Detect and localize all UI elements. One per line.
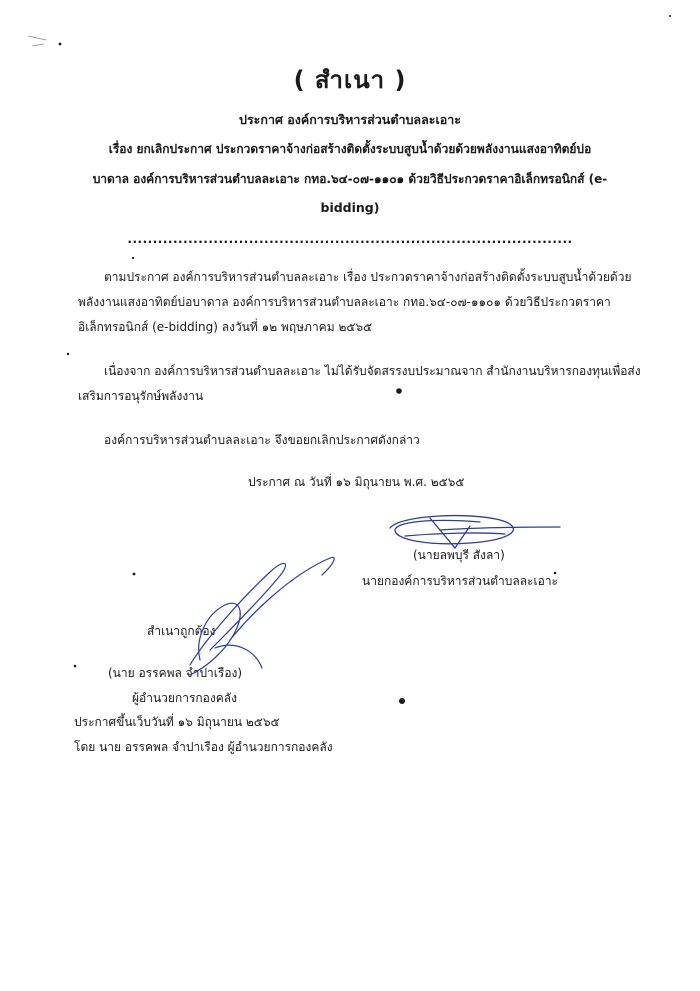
announcement-date: ประกาศ ณ วันที่ ๑๖ มิถุนายน พ.ศ. ๒๕๖๕ bbox=[248, 475, 465, 489]
subject-line-1: เรื่อง ยกเลิกประกาศ ประกวดราคาจ้างก่อสร้างติดตั้งระบบสูบน้ำด้วยด้วยพลังงานแสงอาทิตย์บ่อ bbox=[108, 142, 592, 156]
signer-name: (นายลพบุรี สังลา) bbox=[413, 548, 505, 562]
signer-signature-icon bbox=[390, 516, 560, 548]
posted-by: โดย นาย อรรคพล จำปาเรือง ผู้อำนวยการกองคลัง bbox=[74, 740, 333, 754]
subject-line-2: บาดาล องค์การบริหารส่วนตำบลละเอาะ กทอ.๖๔-๐๗-๑๑๐๑ ด้วยวิธีประกวดราคาอิเล็กทรอนิกส์ (e- bbox=[92, 172, 608, 186]
copy-mark: ( สำเนา ) bbox=[293, 66, 407, 94]
certified-copy-label: สำเนาถูกต้อง bbox=[147, 624, 216, 638]
certifier-name: (นาย อรรคพล จำปาเรือง) bbox=[108, 666, 243, 680]
web-posted-date: ประกาศขึ้นเว็บวันที่ ๑๖ มิถุนายน ๒๕๖๕ bbox=[74, 715, 280, 729]
scan-scratches bbox=[28, 36, 46, 46]
paragraph-1-line-3: อิเล็กทรอนิกส์ (e-bidding) ลงวันที่ ๑๒ พฤษภาคม ๒๕๖๕ bbox=[78, 320, 373, 334]
paragraph-2-line-1: เนื่องจาก องค์การบริหารส่วนตำบลละเอาะ ไม่ได้รับจัดสรรงบประมาณจาก สำนักงานบริหารกองทุนเพื่อส่ง bbox=[104, 364, 641, 378]
paragraph-3: องค์การบริหารส่วนตำบลละเอาะ จึงขอยกเลิกประกาศดังกล่าว bbox=[104, 433, 420, 447]
subject-line-3: bidding) bbox=[320, 200, 380, 215]
paragraph-2-line-2: เสริมการอนุรักษ์พลังงาน bbox=[78, 389, 204, 403]
scan-specks bbox=[59, 15, 671, 704]
certifier-signature-icon bbox=[190, 557, 334, 675]
certifier-title: ผู้อำนวยการกองคลัง bbox=[132, 691, 237, 705]
signer-title: นายกองค์การบริหารส่วนตำบลละเอาะ bbox=[362, 574, 558, 588]
announcement-title: ประกาศ องค์การบริหารส่วนตำบลละเอาะ bbox=[239, 112, 461, 127]
paragraph-1-line-1: ตามประกาศ องค์การบริหารส่วนตำบลละเอาะ เรื่อง ประกวดราคาจ้างก่อสร้างติดตั้งระบบสูบน้ำด้วยด้วย bbox=[104, 270, 632, 284]
paragraph-1-line-2: พลังงานแสงอาทิตย์บ่อบาดาล องค์การบริหารส่วนตำบลละเอาะ กทอ.๖๔-๐๗-๑๑๐๑ ด้วยวิธีประกวดราคา bbox=[78, 295, 611, 309]
separator-dots: ........................................................................................ bbox=[127, 232, 573, 246]
